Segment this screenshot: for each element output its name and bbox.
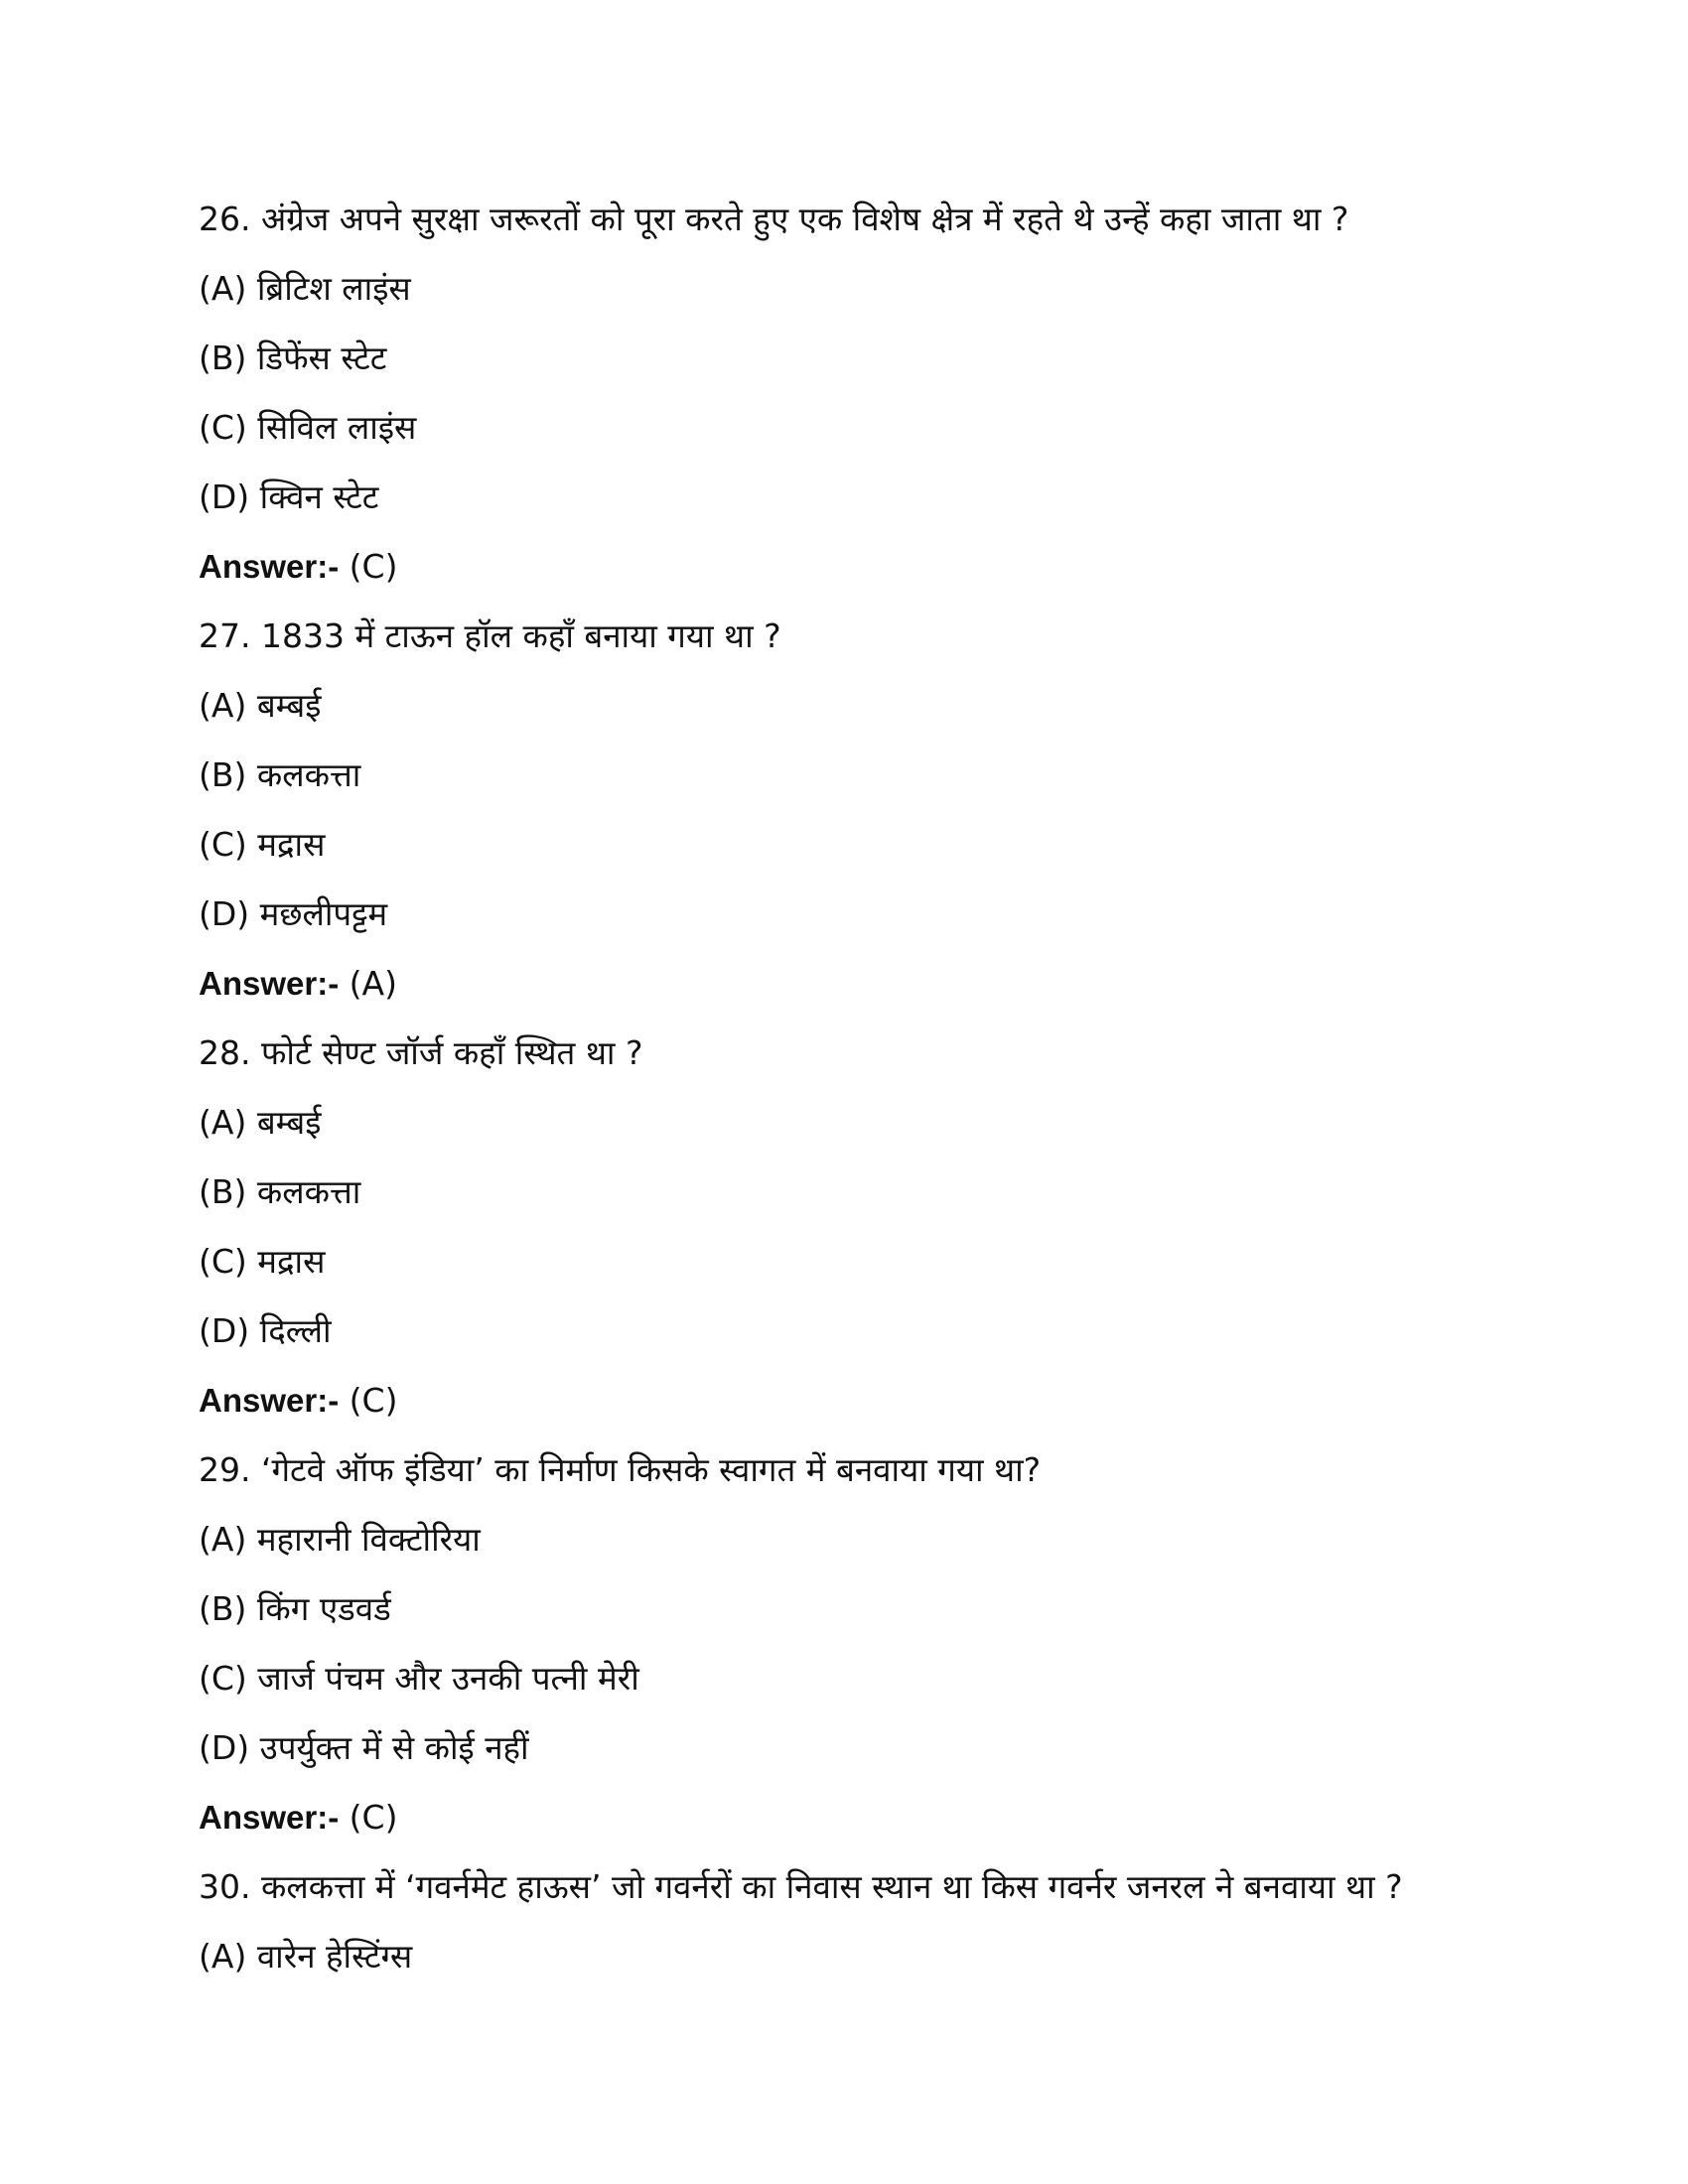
option-c: (C) मद्रास: [199, 825, 326, 864]
answer-value: (C): [339, 547, 398, 586]
option-a: (A) वारेन हेस्टिंग्स: [199, 1937, 413, 1976]
option-d: (D) उपर्युक्त में से कोई नहीं: [199, 1728, 529, 1767]
option-a: (A) ब्रिटिश लाइंस: [199, 269, 411, 308]
answer-line: [199, 542, 1609, 612]
option-a: (A) बम्बई: [199, 686, 322, 725]
option-c: (C) सिविल लाइंस: [199, 408, 417, 447]
option-d: (D) दिल्ली: [199, 1311, 332, 1350]
option-d: (D) क्विन स्टेट: [199, 478, 379, 516]
option-b: (B) डिफेंस स्टेट: [199, 339, 387, 377]
option-a: (A) महारानी विक्टोरिया: [199, 1520, 481, 1559]
question-block-26: [199, 195, 1609, 612]
answer-line: [199, 1793, 1609, 1862]
question-block-28: [199, 1028, 1609, 1445]
option-b: (B) किंग एडवर्ड: [199, 1589, 391, 1628]
option-b: (B) कलकत्ता: [199, 1172, 361, 1211]
answer-label: Answer:-: [199, 548, 340, 585]
option-c: (C) मद्रास: [199, 1242, 326, 1281]
option-a: (A) बम्बई: [199, 1103, 322, 1142]
question-text: 30. कलकत्ता में ‘गवर्नमेट हाऊस’ जो गवर्नरों का निवास स्थान था किस गवर्नर जनरल ने बनवाया था ?: [199, 1867, 1403, 1906]
answer-value: (C): [339, 1381, 398, 1420]
option-c: (C) जार्ज पंचम और उनकी पत्नी मेरी: [199, 1659, 639, 1698]
question-block-30: [199, 1862, 1609, 2001]
question-text: 29. ‘गेटवे ऑफ इंडिया’ का निर्माण किसके स्वागत में बनवाया गया था?: [199, 1450, 1042, 1489]
answer-label: Answer:-: [199, 1382, 340, 1419]
answer-value: (C): [339, 1798, 398, 1837]
answer-line: [199, 959, 1609, 1028]
option-b: (B) कलकत्ता: [199, 755, 361, 794]
question-text: 27. 1833 में टाऊन हॉल कहाँ बनाया गया था ?: [199, 616, 781, 655]
question-text: 28. फोर्ट सेण्ट जॉर्ज कहाँ स्थित था ?: [199, 1033, 643, 1072]
question-block-29: [199, 1445, 1609, 1862]
answer-label: Answer:-: [199, 965, 340, 1002]
answer-value: (A): [339, 964, 398, 1003]
question-text: 26. अंग्रेज अपने सुरक्षा जरूरतों को पूरा करते हुए एक विशेष क्षेत्र में रहते थे उन्हें कहा जाता था ?: [199, 200, 1349, 238]
answer-line: [199, 1376, 1609, 1445]
question-page: [199, 195, 1609, 2001]
option-d: (D) मछलीपट्टम: [199, 894, 388, 933]
answer-label: Answer:-: [199, 1799, 340, 1836]
question-block-27: [199, 612, 1609, 1028]
